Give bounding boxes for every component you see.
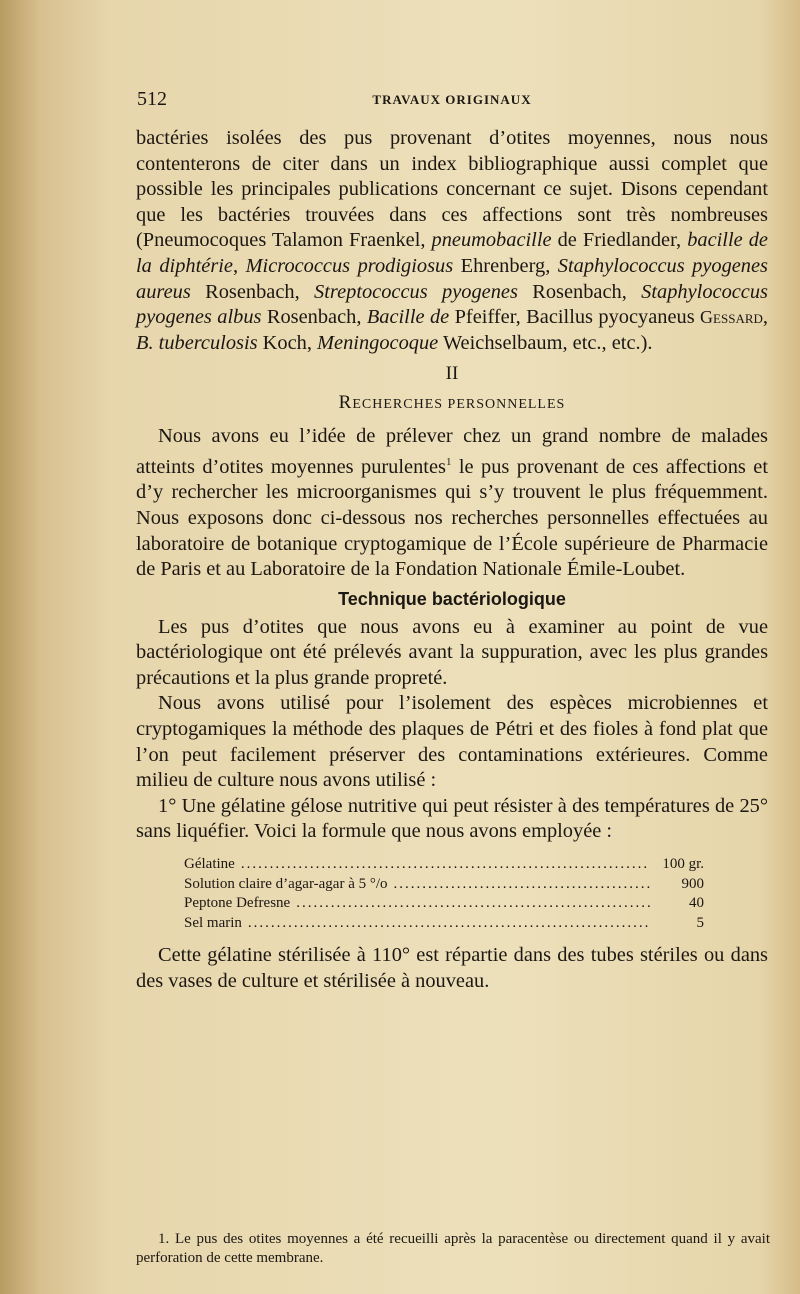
text-span: Rosenbach,	[190, 280, 315, 303]
paragraph-6: Cette gélatine stérilisée à 110° est répartie dans des tubes stériles ou dans des vases de culture et stérilisée à nouveau.	[136, 944, 768, 992]
ingredient-quantity: 40	[689, 895, 704, 912]
text-span: de Friedlander,	[551, 229, 688, 252]
page-header	[137, 88, 767, 116]
italic-span: Micrococcus prodigiosus	[245, 254, 454, 277]
italic-span: Staphylococcus pyogenes aureus	[136, 254, 768, 303]
footnote-number: 1.	[158, 1231, 170, 1247]
italic-span: B. tuberculosis	[136, 331, 258, 354]
text-span: Nous avons eu l’idée de prélever chez un grand nombre de malades atteints d’otites moyennes purulentes	[136, 425, 768, 478]
paragraph-3: Les pus d’otites que nous avons eu à examiner au point de vue bactériologique ont été prélevés avant la suppuration, avec les plus grandes précautions et la plus grande propreté.	[136, 615, 768, 689]
italic-span: Streptococcus pyogenes	[314, 280, 518, 303]
text-span: Rosenbach,	[517, 280, 642, 303]
leader-dots	[394, 875, 650, 895]
paragraph-2	[136, 424, 768, 582]
formula-table	[184, 855, 704, 933]
italic-span: Meningocoque	[317, 331, 439, 354]
text-span: Ehrenberg,	[453, 254, 558, 277]
page-number: 512	[137, 88, 167, 110]
ingredient-name: Solution claire d’agar-agar à 5 °/o	[184, 875, 388, 892]
paragraph-1	[136, 126, 768, 356]
formula-row	[184, 914, 704, 934]
footnote-ref: 1	[445, 455, 452, 468]
ingredient-name: Sel marin	[184, 914, 242, 931]
ingredient-name: Gélatine	[184, 856, 235, 873]
leader-dots	[248, 914, 650, 934]
subsection-title: Technique bactériologique	[338, 588, 566, 609]
ingredient-quantity: 5	[696, 914, 704, 931]
italic-span: Staphylococcus pyogenes albus	[136, 280, 768, 329]
text-span: Rosenbach,	[261, 306, 367, 329]
ingredient-quantity: 900	[681, 875, 704, 892]
ingredient-name: Peptone Defresne	[184, 895, 291, 912]
text-span: Koch,	[257, 331, 318, 354]
formula-row	[184, 894, 704, 914]
italic-span: pneumobacille	[431, 229, 552, 252]
text-span: ,	[762, 306, 769, 329]
author-name: Gessard	[700, 307, 763, 328]
section-title-rest: ECHERCHES PERSONNELLES	[352, 397, 566, 413]
footnote	[136, 1230, 770, 1268]
section-number: II	[445, 363, 459, 385]
leader-dots	[296, 894, 650, 914]
text-span: bactéries isolées des pus provenant d’otites moyennes, nous nous contenterons de citer dans un index bibliographique aussi complet que possible les principales publications concernant ce sujet. Disons cependant que les bactéries trouvées dans ces affections sont très nombreuses (Pneumocoques Talamon Fraenkel,	[136, 127, 768, 252]
paragraph-4: Nous avons utilisé pour l’isolement des espèces microbiennes et cryptogamiques la méthode des plaques de Pétri et des fioles à fond plat que l’on peut facilement préserver des contaminations extérieures. Comme milieu de culture nous avons utilisé :	[136, 692, 768, 792]
text-span: Pfeiffer, Bacillus pyocyaneus	[449, 306, 701, 329]
running-head: TRAVAUX ORIGINAUX	[372, 92, 532, 107]
section-title-initial: R	[338, 392, 353, 414]
text-span: Weichselbaum, etc., etc.).	[438, 331, 653, 354]
section-title	[136, 388, 768, 418]
formula-row	[184, 875, 704, 895]
paragraph-5: 1° Une gélatine gélose nutritive qui peut résister à des températures de 25° sans liquéfier. Voici la formule que nous avons employée :	[136, 794, 768, 843]
formula-row	[184, 855, 704, 875]
italic-span: Bacille de	[366, 306, 450, 329]
leader-dots	[241, 855, 650, 875]
text-span: ,	[232, 254, 246, 277]
italic-span: bacille de la diphtérie	[136, 229, 768, 277]
body-text	[136, 126, 768, 994]
footnote-text: Le pus des otites moyennes a été recueilli après la paracentèse ou directement quand il y avait perforation de cette membrane.	[136, 1231, 770, 1266]
text-span: le pus provenant de ces affections et d’y rechercher les microorganismes qui s’y trouvent le plus fréquemment. Nous exposons donc ci-dessous nos recherches personnelles effectuées au laboratoire de botanique cryptogamique de l’École supérieure de Pharmacie de Paris et au Laboratoire de la Fondation Nationale Émile-Loubet.	[136, 455, 768, 581]
ingredient-quantity: 100 gr.	[662, 856, 704, 873]
